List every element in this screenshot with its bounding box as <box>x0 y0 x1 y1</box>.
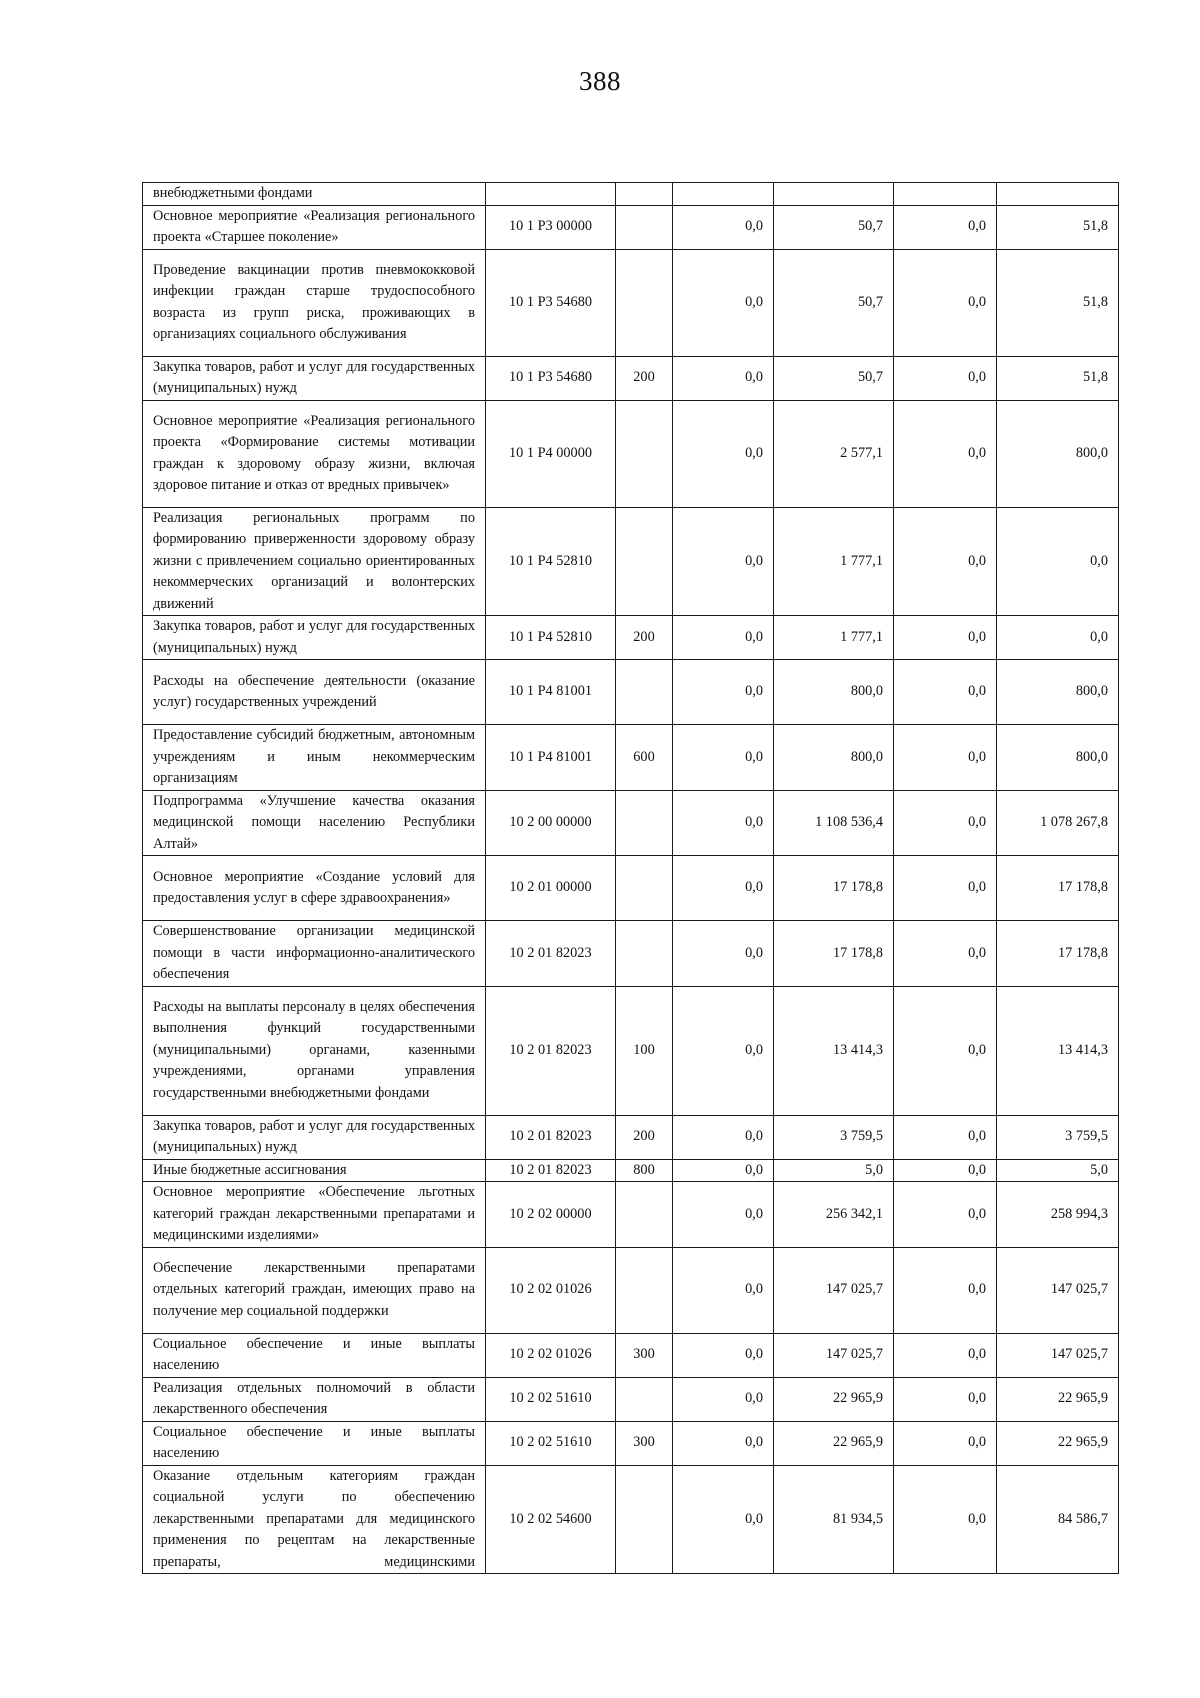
row-value-3-cell: 0,0 <box>894 660 997 725</box>
row-expense-type-cell <box>616 921 673 987</box>
row-value-2-cell: 147 025,7 <box>774 1247 894 1333</box>
row-code-cell: 10 2 02 51610 <box>486 1421 616 1465</box>
row-name-cell: Подпрограмма «Улучшение качества оказания медицинской помощи населению Республики Алтай» <box>143 790 486 856</box>
row-value-4-cell: 800,0 <box>997 660 1119 725</box>
row-value-2-cell: 81 934,5 <box>774 1465 894 1574</box>
row-value-1-cell: 0,0 <box>673 790 774 856</box>
row-value-4-cell: 147 025,7 <box>997 1333 1119 1377</box>
row-code-cell: 10 2 01 82023 <box>486 1159 616 1182</box>
row-value-2-cell: 1 777,1 <box>774 507 894 616</box>
row-expense-type-cell: 300 <box>616 1333 673 1377</box>
row-value-3-cell: 0,0 <box>894 1159 997 1182</box>
row-expense-type-cell <box>616 507 673 616</box>
row-name-cell: Проведение вакцинации против пневмококковой инфекции граждан старше трудоспособного возраста из групп риска, проживающих в организациях социального обслуживания <box>143 249 486 356</box>
row-expense-type-cell <box>616 249 673 356</box>
row-value-2-cell: 1 108 536,4 <box>774 790 894 856</box>
row-value-2-cell: 50,7 <box>774 205 894 249</box>
row-code-cell: 10 1 P4 81001 <box>486 660 616 725</box>
row-name-cell: Предоставление субсидий бюджетным, автономным учреждениям и иным некоммерческим организациям <box>143 725 486 791</box>
row-value-4-cell: 17 178,8 <box>997 921 1119 987</box>
row-value-4-cell: 13 414,3 <box>997 986 1119 1115</box>
row-value-4-cell: 22 965,9 <box>997 1421 1119 1465</box>
budget-table-body <box>143 183 1119 1574</box>
row-value-1-cell: 0,0 <box>673 1159 774 1182</box>
row-code-cell: 10 1 P4 52810 <box>486 507 616 616</box>
row-code-cell: 10 2 01 82023 <box>486 1115 616 1159</box>
row-code-cell <box>486 183 616 206</box>
row-value-3-cell: 0,0 <box>894 507 997 616</box>
row-value-3-cell: 0,0 <box>894 1465 997 1574</box>
row-value-4-cell: 258 994,3 <box>997 1182 1119 1248</box>
row-name-cell: Реализация отдельных полномочий в области лекарственного обеспечения <box>143 1377 486 1421</box>
row-value-1-cell: 0,0 <box>673 1421 774 1465</box>
row-value-4-cell: 147 025,7 <box>997 1247 1119 1333</box>
table-row <box>143 1377 1119 1421</box>
table-row <box>143 183 1119 206</box>
row-value-4-cell: 5,0 <box>997 1159 1119 1182</box>
row-value-1-cell: 0,0 <box>673 1333 774 1377</box>
row-expense-type-cell <box>616 400 673 507</box>
row-value-4-cell: 17 178,8 <box>997 856 1119 921</box>
row-code-cell: 10 1 P3 54680 <box>486 356 616 400</box>
row-code-cell: 10 1 P4 00000 <box>486 400 616 507</box>
row-value-1-cell: 0,0 <box>673 507 774 616</box>
table-row <box>143 356 1119 400</box>
row-expense-type-cell <box>616 183 673 206</box>
row-value-3-cell: 0,0 <box>894 1182 997 1248</box>
row-value-1-cell: 0,0 <box>673 986 774 1115</box>
row-value-2-cell: 5,0 <box>774 1159 894 1182</box>
row-value-3-cell: 0,0 <box>894 1115 997 1159</box>
row-expense-type-cell <box>616 1247 673 1333</box>
row-expense-type-cell <box>616 856 673 921</box>
table-row <box>143 400 1119 507</box>
row-name-cell: Основное мероприятие «Создание условий для предоставления услуг в сфере здравоохранения» <box>143 856 486 921</box>
row-value-1-cell: 0,0 <box>673 856 774 921</box>
row-value-3-cell: 0,0 <box>894 400 997 507</box>
row-name-cell: Обеспечение лекарственными препаратами отдельных категорий граждан, имеющих право на получение мер социальной поддержки <box>143 1247 486 1333</box>
row-value-3-cell: 0,0 <box>894 725 997 791</box>
row-code-cell: 10 1 P3 54680 <box>486 249 616 356</box>
row-value-1-cell: 0,0 <box>673 1182 774 1248</box>
table-row <box>143 616 1119 660</box>
row-expense-type-cell: 800 <box>616 1159 673 1182</box>
row-value-2-cell: 17 178,8 <box>774 856 894 921</box>
row-value-4-cell: 51,8 <box>997 356 1119 400</box>
row-name-cell: Закупка товаров, работ и услуг для государственных (муниципальных) нужд <box>143 1115 486 1159</box>
table-row <box>143 1421 1119 1465</box>
row-value-3-cell: 0,0 <box>894 616 997 660</box>
table-row <box>143 725 1119 791</box>
row-name-cell: Основное мероприятие «Реализация регионального проекта «Формирование системы мотивации граждан к здоровому образу жизни, включая здоровое питание и отказ от вредных привычек» <box>143 400 486 507</box>
row-expense-type-cell <box>616 660 673 725</box>
budget-table <box>142 182 1119 1574</box>
page-number: 388 <box>579 66 621 96</box>
row-value-1-cell: 0,0 <box>673 1377 774 1421</box>
row-code-cell: 10 2 01 82023 <box>486 921 616 987</box>
row-name-cell: Иные бюджетные ассигнования <box>143 1159 486 1182</box>
row-value-4-cell: 800,0 <box>997 725 1119 791</box>
row-value-3-cell <box>894 183 997 206</box>
row-value-3-cell: 0,0 <box>894 1377 997 1421</box>
row-value-1-cell: 0,0 <box>673 616 774 660</box>
row-value-4-cell: 3 759,5 <box>997 1115 1119 1159</box>
row-code-cell: 10 2 02 54600 <box>486 1465 616 1574</box>
row-name-cell: Расходы на выплаты персоналу в целях обеспечения выполнения функций государственными (муниципальными) органами, казенными учреждениями, органами управления государственными внебюджетными фондами <box>143 986 486 1115</box>
row-value-1-cell: 0,0 <box>673 356 774 400</box>
row-value-2-cell: 1 777,1 <box>774 616 894 660</box>
table-row <box>143 507 1119 616</box>
row-value-2-cell: 17 178,8 <box>774 921 894 987</box>
row-name-cell: Расходы на обеспечение деятельности (оказание услуг) государственных учреждений <box>143 660 486 725</box>
row-code-cell: 10 1 P3 00000 <box>486 205 616 249</box>
row-value-2-cell: 800,0 <box>774 725 894 791</box>
row-name-cell: Совершенствование организации медицинской помощи в части информационно-аналитического обеспечения <box>143 921 486 987</box>
table-row <box>143 986 1119 1115</box>
row-code-cell: 10 2 02 01026 <box>486 1247 616 1333</box>
row-code-cell: 10 2 01 82023 <box>486 986 616 1115</box>
row-name-cell: Социальное обеспечение и иные выплаты населению <box>143 1421 486 1465</box>
row-value-2-cell: 50,7 <box>774 249 894 356</box>
row-value-2-cell <box>774 183 894 206</box>
row-value-3-cell: 0,0 <box>894 1247 997 1333</box>
row-value-4-cell: 0,0 <box>997 616 1119 660</box>
row-expense-type-cell <box>616 205 673 249</box>
row-value-2-cell: 22 965,9 <box>774 1377 894 1421</box>
row-value-4-cell <box>997 183 1119 206</box>
row-code-cell: 10 2 00 00000 <box>486 790 616 856</box>
row-value-2-cell: 147 025,7 <box>774 1333 894 1377</box>
table-row <box>143 660 1119 725</box>
table-row <box>143 790 1119 856</box>
row-value-1-cell: 0,0 <box>673 1115 774 1159</box>
row-value-2-cell: 800,0 <box>774 660 894 725</box>
row-expense-type-cell: 300 <box>616 1421 673 1465</box>
row-value-2-cell: 50,7 <box>774 356 894 400</box>
row-value-3-cell: 0,0 <box>894 1333 997 1377</box>
row-value-3-cell: 0,0 <box>894 1421 997 1465</box>
row-value-4-cell: 1 078 267,8 <box>997 790 1119 856</box>
row-name-cell: Социальное обеспечение и иные выплаты населению <box>143 1333 486 1377</box>
row-name-cell: Закупка товаров, работ и услуг для государственных (муниципальных) нужд <box>143 356 486 400</box>
row-code-cell: 10 2 02 01026 <box>486 1333 616 1377</box>
row-value-3-cell: 0,0 <box>894 790 997 856</box>
row-value-3-cell: 0,0 <box>894 249 997 356</box>
row-value-1-cell: 0,0 <box>673 400 774 507</box>
row-value-3-cell: 0,0 <box>894 356 997 400</box>
row-code-cell: 10 1 P4 81001 <box>486 725 616 791</box>
row-value-1-cell: 0,0 <box>673 1247 774 1333</box>
row-name-cell: Оказание отдельным категориям граждан социальной услуги по обеспечению лекарственными препаратами для медицинского применения по рецептам на лекарственные препараты, медицинскими <box>143 1465 486 1574</box>
row-code-cell: 10 1 P4 52810 <box>486 616 616 660</box>
row-name-cell: Основное мероприятие «Обеспечение льготных категорий граждан лекарственными препаратами и медицинскими изделиями» <box>143 1182 486 1248</box>
row-value-3-cell: 0,0 <box>894 921 997 987</box>
row-value-2-cell: 256 342,1 <box>774 1182 894 1248</box>
row-value-1-cell: 0,0 <box>673 1465 774 1574</box>
row-value-4-cell: 51,8 <box>997 249 1119 356</box>
row-value-2-cell: 13 414,3 <box>774 986 894 1115</box>
table-row <box>143 921 1119 987</box>
row-value-1-cell: 0,0 <box>673 660 774 725</box>
row-value-4-cell: 51,8 <box>997 205 1119 249</box>
row-value-4-cell: 22 965,9 <box>997 1377 1119 1421</box>
row-code-cell: 10 2 01 00000 <box>486 856 616 921</box>
row-name-cell: Основное мероприятие «Реализация регионального проекта «Старшее поколение» <box>143 205 486 249</box>
row-value-1-cell: 0,0 <box>673 205 774 249</box>
row-value-1-cell <box>673 183 774 206</box>
table-row <box>143 1159 1119 1182</box>
row-name-cell: внебюджетными фондами <box>143 183 486 206</box>
row-value-4-cell: 0,0 <box>997 507 1119 616</box>
row-code-cell: 10 2 02 00000 <box>486 1182 616 1248</box>
row-value-1-cell: 0,0 <box>673 725 774 791</box>
row-expense-type-cell <box>616 1182 673 1248</box>
table-row <box>143 1115 1119 1159</box>
table-row <box>143 249 1119 356</box>
row-name-cell: Закупка товаров, работ и услуг для государственных (муниципальных) нужд <box>143 616 486 660</box>
row-value-1-cell: 0,0 <box>673 249 774 356</box>
row-expense-type-cell <box>616 1377 673 1421</box>
row-value-1-cell: 0,0 <box>673 921 774 987</box>
row-expense-type-cell: 200 <box>616 356 673 400</box>
row-expense-type-cell: 200 <box>616 616 673 660</box>
table-row <box>143 1333 1119 1377</box>
row-value-3-cell: 0,0 <box>894 856 997 921</box>
row-value-3-cell: 0,0 <box>894 986 997 1115</box>
row-expense-type-cell <box>616 1465 673 1574</box>
row-value-3-cell: 0,0 <box>894 205 997 249</box>
row-value-2-cell: 22 965,9 <box>774 1421 894 1465</box>
row-code-cell: 10 2 02 51610 <box>486 1377 616 1421</box>
row-expense-type-cell: 200 <box>616 1115 673 1159</box>
row-name-cell: Реализация региональных программ по формированию приверженности здоровому образу жизни с привлечением социально ориентированных некоммерческих организаций и волонтерских движений <box>143 507 486 616</box>
row-expense-type-cell <box>616 790 673 856</box>
table-row <box>143 1247 1119 1333</box>
row-expense-type-cell: 100 <box>616 986 673 1115</box>
row-value-2-cell: 3 759,5 <box>774 1115 894 1159</box>
row-value-4-cell: 84 586,7 <box>997 1465 1119 1574</box>
table-row <box>143 1182 1119 1248</box>
row-value-2-cell: 2 577,1 <box>774 400 894 507</box>
row-expense-type-cell: 600 <box>616 725 673 791</box>
row-value-4-cell: 800,0 <box>997 400 1119 507</box>
table-row <box>143 1465 1119 1574</box>
table-row <box>143 856 1119 921</box>
table-row <box>143 205 1119 249</box>
